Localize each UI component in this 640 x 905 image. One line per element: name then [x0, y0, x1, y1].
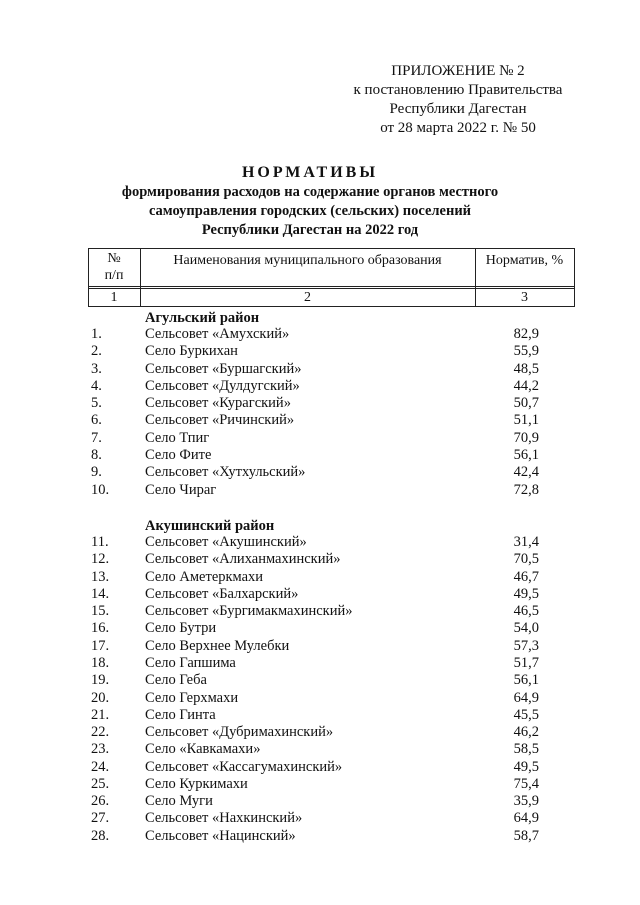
row-name: Сельсовет «Акушинский»: [145, 534, 307, 550]
title-line-3: Республики Дагестан на 2022 год: [201, 222, 419, 238]
row-number: 27.: [91, 810, 110, 827]
row-number: 12.: [91, 551, 110, 568]
row-value: 42,4: [513, 464, 539, 481]
header-col-number: № п/п: [104, 251, 124, 283]
row-value: 56,1: [513, 672, 539, 689]
table-row: [0, 447, 640, 464]
row-number: 1.: [91, 326, 102, 342]
row-name: Сельсовет «Алиханмахинский»: [145, 551, 341, 568]
table-row: [0, 430, 640, 447]
row-value: 49,5: [513, 585, 539, 602]
row-value: 57,3: [513, 637, 539, 654]
header-col-norm: Норматив, %: [485, 253, 564, 268]
district-heading: Акушинский район: [145, 518, 275, 534]
table-row: [0, 707, 640, 724]
row-name: Село Геба: [145, 672, 207, 689]
table-row: [0, 551, 640, 568]
header-mid-border: [88, 286, 575, 287]
row-value: 75,4: [513, 775, 539, 792]
row-value: 58,5: [513, 741, 539, 758]
table-row: [0, 343, 640, 360]
document-title: [90, 163, 530, 240]
row-number: 26.: [91, 793, 110, 810]
row-number: 18.: [91, 654, 110, 671]
row-number: 6.: [91, 412, 102, 429]
row-name: Сельсовет «Бургимакмахинский»: [145, 603, 353, 620]
row-value: 55,9: [513, 343, 539, 360]
row-number: 8.: [91, 446, 102, 463]
row-name: Село Куркимахи: [145, 775, 248, 792]
row-value: 51,7: [513, 654, 539, 671]
row-value: 50,7: [513, 395, 539, 412]
row-name: Сельсовет «Ричинский»: [145, 412, 295, 429]
table-header: [88, 248, 575, 308]
row-name: Сельсовет «Кассагумахинский»: [145, 758, 343, 775]
row-value: 49,5: [513, 758, 539, 775]
row-value: 31,4: [513, 534, 539, 550]
row-number: 15.: [91, 603, 110, 620]
table-row: [0, 569, 640, 586]
row-name: Сельсовет «Дубримахинский»: [145, 724, 334, 741]
row-number: 24.: [91, 758, 110, 775]
table-row: [0, 395, 640, 412]
table-row: [0, 482, 640, 499]
district-heading: Агульский район: [145, 310, 260, 326]
row-name: Сельсовет «Нацинский»: [145, 827, 296, 844]
table-row: [0, 672, 640, 689]
colnum-3: 3: [521, 290, 528, 305]
row-name: Село Чираг: [145, 481, 217, 498]
row-number: 9.: [91, 464, 102, 481]
row-number: 13.: [91, 568, 110, 585]
table-row: [0, 655, 640, 672]
row-value: 70,5: [513, 551, 539, 568]
appendix-resolution: к постановлению Правительства: [353, 82, 563, 98]
appendix-block: [340, 62, 576, 138]
row-number: 19.: [91, 672, 110, 689]
row-value: 44,2: [513, 377, 539, 394]
table-row: [0, 326, 640, 343]
row-name: Село Тпиг: [145, 429, 210, 446]
table-row: [0, 724, 640, 741]
row-number: 20.: [91, 689, 110, 706]
row-name: Село Верхнее Мулебки: [145, 637, 290, 654]
table-row: [0, 776, 640, 793]
table-row: [0, 464, 640, 481]
table-row: [0, 361, 640, 378]
row-number: 25.: [91, 775, 110, 792]
row-number: 10.: [91, 481, 110, 498]
row-value: 64,9: [513, 810, 539, 827]
row-name: Сельсовет «Нахкинский»: [145, 810, 303, 827]
table-row: [0, 412, 640, 429]
row-number: 4.: [91, 377, 102, 394]
table-row: [0, 810, 640, 827]
row-value: 46,7: [513, 568, 539, 585]
row-number: 22.: [91, 724, 110, 741]
header-col-name: Наименования муниципального образования: [173, 253, 442, 268]
header-top-border: [88, 248, 575, 249]
row-value: 35,9: [513, 793, 539, 810]
table-row: [0, 378, 640, 395]
row-value: 48,5: [513, 360, 539, 377]
table-row: [0, 603, 640, 620]
row-value: 82,9: [513, 326, 539, 342]
table-row: [0, 793, 640, 810]
table-row: [0, 534, 640, 551]
row-value: 46,5: [513, 603, 539, 620]
row-number: 14.: [91, 585, 110, 602]
row-name: Село Бутри: [145, 620, 217, 637]
row-name: Село Муги: [145, 793, 213, 810]
row-value: 51,1: [513, 412, 539, 429]
row-name: Село Буркихан: [145, 343, 238, 360]
header-bottom-border: [88, 306, 575, 307]
table-row: [0, 638, 640, 655]
title-line-1: формирования расходов на содержание органов местного: [121, 184, 499, 200]
row-number: 5.: [91, 395, 102, 412]
header-right-border: [574, 248, 575, 307]
table-row: [0, 620, 640, 637]
appendix-date: от 28 марта 2022 г. № 50: [380, 120, 536, 136]
row-value: 64,9: [513, 689, 539, 706]
row-name: Село «Кавкамахи»: [145, 741, 261, 758]
row-value: 54,0: [513, 620, 539, 637]
row-number: 21.: [91, 706, 110, 723]
row-name: Сельсовет «Курагский»: [145, 395, 291, 412]
row-name: Сельсовет «Дулдугский»: [145, 377, 300, 394]
row-name: Сельсовет «Балхарский»: [145, 585, 299, 602]
row-name: Сельсовет «Амухский»: [145, 326, 290, 342]
row-value: 46,2: [513, 724, 539, 741]
table-row: [0, 828, 640, 845]
row-number: 11.: [91, 534, 109, 550]
colnum-1: 1: [110, 290, 118, 305]
row-name: Село Фите: [145, 446, 212, 463]
row-number: 2.: [91, 343, 102, 360]
row-number: 7.: [91, 429, 102, 446]
appendix-number: ПРИЛОЖЕНИЕ № 2: [391, 63, 525, 79]
row-number: 3.: [91, 360, 102, 377]
row-name: Село Гинта: [145, 706, 216, 723]
row-name: Сельсовет «Хутхульский»: [145, 464, 306, 481]
row-value: 58,7: [513, 827, 539, 844]
row-number: 23.: [91, 741, 110, 758]
row-number: 17.: [91, 637, 110, 654]
row-number: 16.: [91, 620, 110, 637]
row-value: 72,8: [513, 481, 539, 498]
row-value: 70,9: [513, 429, 539, 446]
title-line-2: самоуправления городских (сельских) поселений: [148, 203, 472, 219]
table-row: [0, 759, 640, 776]
row-name: Село Гапшима: [145, 654, 236, 671]
title-heading: НОРМАТИВЫ: [241, 164, 379, 181]
appendix-republic: Республики Дагестан: [389, 101, 527, 117]
row-name: Село Герхмахи: [145, 689, 239, 706]
row-value: 56,1: [513, 446, 539, 463]
table-row: [0, 741, 640, 758]
table-row: [0, 586, 640, 603]
colnum-2: 2: [304, 290, 311, 305]
row-name: Сельсовет «Буршагский»: [145, 360, 302, 377]
row-value: 45,5: [513, 706, 539, 723]
table-row: [0, 690, 640, 707]
row-number: 28.: [91, 827, 110, 844]
row-name: Село Аметеркмахи: [145, 568, 264, 585]
